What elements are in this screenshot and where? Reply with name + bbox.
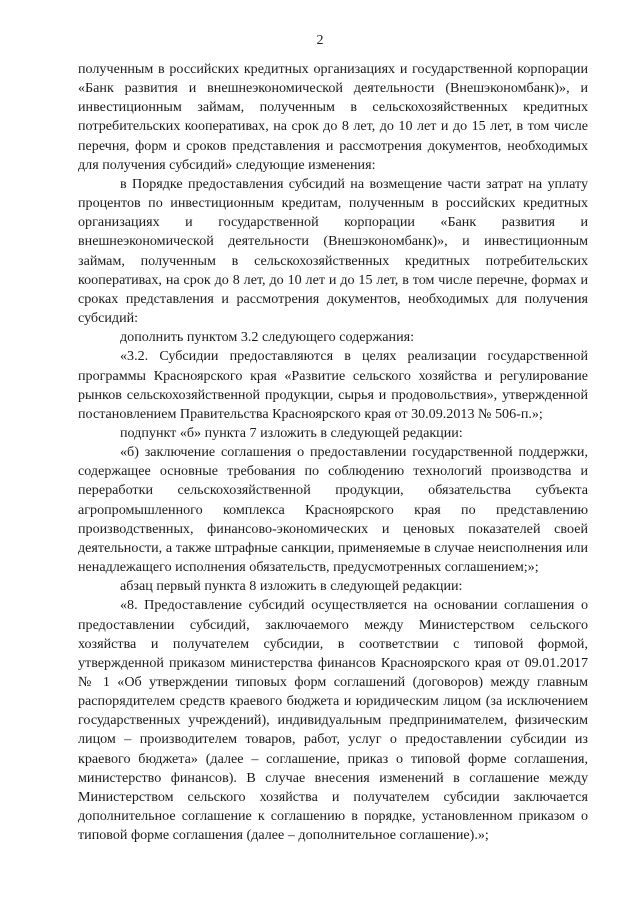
document-body xyxy=(78,60,588,845)
paragraph-subclause-b: подпункт «б» пункта 7 изложить в следующей редакции: xyxy=(120,424,463,441)
paragraph-clause-3-2: «3.2. Субсидии предоставляются в целях реализации государственной программы Красноярского края «Развитие сельского хозяйства и регулирование рынков сельскохозяйственной продукции, сырья и продовольствия», утвержденной постановлением Правительства Красноярского края от 30.09.2013 № 506-п.»; xyxy=(78,348,588,422)
paragraph-intro-continuation: полученным в российских кредитных организациях и государственной корпорации «Банк развития и внешнеэкономической деятельности (Внешэкономбанк)», и инвестиционным займам, полученным в сельскохозяйственных кредитных потребительских кооперативах, на срок до 8 лет, до 10 лет и до 15 лет, в том числе перечня, форм и сроков представления и рассмотрения документов, необходимых для получения субсидий» следующие изменения: xyxy=(78,61,588,173)
paragraph-subclause-b-text: «б) заключение соглашения о предоставлении государственной поддержки, содержащее основные требования по соблюдению технологий производства и переработки сельскохозяйственной продукции, обязательства субъекта агропромышленного комплекса Красноярского края по представлению производственных, финансово-экономических и ценовых показателей своей деятельности, а также штрафные санкции, применяемые в случае неисполнения или ненадлежащего исполнения обязательств, предусмотренных соглашением;»; xyxy=(78,444,588,576)
page-number: 2 xyxy=(316,33,324,48)
paragraph-procedure: в Порядке предоставления субсидий на возмещение части затрат на уплату процентов по инвестиционным кредитам, полученным в российских кредитных организациях и государственной корпорации «Банк развития и внешнеэкономической деятельности (Внешэкономбанк)», и инвестиционным займам, полученным в сельскохозяйственных кредитных потребительских кооперативах, на срок до 8 лет, до 10 лет и до 15 лет, в том числе перечне, формах и сроках представления и рассмотрения документов, необходимых для получения субсидий: xyxy=(78,175,588,327)
paragraph-add-clause: дополнить пунктом 3.2 следующего содержания: xyxy=(120,329,415,346)
paragraph-clause-8-text: «8. Предоставление субсидий осуществляется на основании соглашения о предоставлении субсидий, заключаемого между Министерством сельского хозяйства и получателем субсидии, в соответствии с типовой формой, утвержденной приказом министерства финансов Красноярского края от 09.01.2017 № 1 «Об утверждении типовых форм соглашений (договоров) между главным распорядителем средств краевого бюджета и юридическим лицом (за исключением государственных учреждений), индивидуальным предпринимателем, физическим лицом – производителем товаров, работ, услуг о предоставлении субсидии из краевого бюджета» (далее – соглашение, приказ о типовой форме соглашения, министерство финансов). В случае внесения изменений в соглашение между Министерством сельского хозяйства и получателем субсидии заключается дополнительное соглашение к соглашению в порядке, установленном приказом о типовой форме соглашения (далее – дополнительное соглашение).»; xyxy=(78,597,588,844)
paragraph-clause-8: абзац первый пункта 8 изложить в следующей редакции: xyxy=(120,578,463,595)
